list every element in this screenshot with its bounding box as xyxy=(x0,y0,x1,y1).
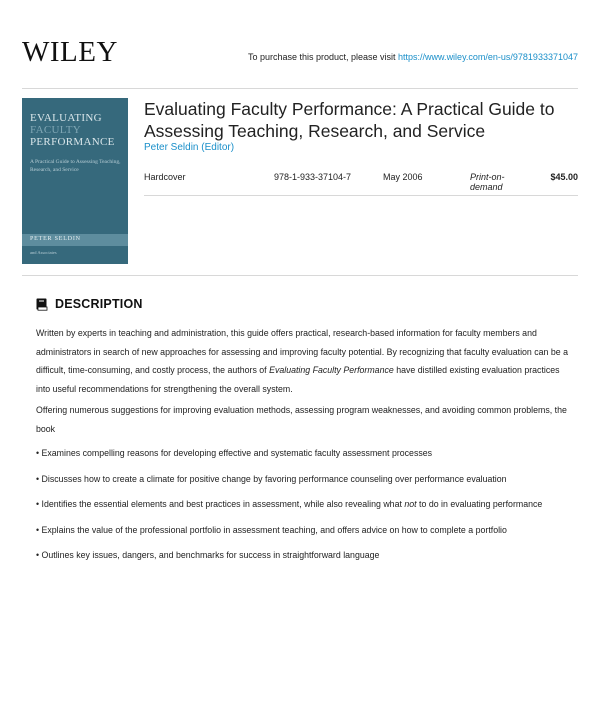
description-body xyxy=(36,324,576,572)
description-p1-text-end: have distilled existing evaluation practices into useful recommendations for strengthening the overall system. xyxy=(36,365,560,394)
description-bullet-list xyxy=(36,444,576,565)
cover-author: PETER SELDIN xyxy=(30,236,81,242)
format-label: Hardcover xyxy=(144,172,186,182)
product-info-row xyxy=(144,172,578,194)
cover-title-line1: EVALUATING xyxy=(30,112,102,124)
book-editor-link[interactable]: Peter Seldin (Editor) xyxy=(144,142,235,153)
description-paragraph-1 xyxy=(36,324,576,398)
availability-status: Print-on-demand xyxy=(470,172,505,192)
purchase-notice xyxy=(248,52,578,62)
purchase-prefix: To purchase this product, please visit xyxy=(247,52,399,62)
cover-title-line2: FACULTY xyxy=(30,124,81,136)
publication-date: May 2006 xyxy=(383,172,423,182)
cover-associates: and Associates xyxy=(30,250,57,255)
header-divider xyxy=(22,88,578,89)
isbn-value: 978-1-933-37104-7 xyxy=(274,172,352,182)
wiley-logo: WILEY xyxy=(22,36,118,68)
bullet-emphasis: not xyxy=(404,499,417,509)
bullet-text: • Identifies the essential elements and best practices in assessment, while also revealing what xyxy=(36,499,405,509)
price-value: $45.00 xyxy=(550,172,578,182)
cover-subtitle: A Practical Guide to Assessing Teaching, Research, and Service xyxy=(30,159,121,173)
description-header xyxy=(36,297,143,311)
book-icon xyxy=(36,298,48,311)
book-cover xyxy=(22,98,128,264)
info-row-divider xyxy=(144,195,578,196)
cover-title-line3: PERFORMANCE xyxy=(30,136,115,148)
bullet-item xyxy=(36,495,576,514)
bullet-text-end: to do in evaluating performance xyxy=(416,499,543,509)
section-divider xyxy=(22,275,578,276)
description-heading: DESCRIPTION xyxy=(55,297,143,311)
description-paragraph-2: Offering numerous suggestions for improving evaluation methods, assessing program weaknesses, and avoiding common problems, the book xyxy=(36,405,567,434)
cover-title xyxy=(30,112,126,148)
description-p1-book-title: Evaluating Faculty Performance xyxy=(269,365,394,375)
bullet-item: • Outlines key issues, dangers, and benchmarks for success in straightforward language xyxy=(36,550,380,560)
book-title: Evaluating Faculty Performance: A Practical Guide to Assessing Teaching, Research, and Service xyxy=(144,99,555,141)
bullet-item: • Discusses how to create a climate for positive change by favoring performance counseling over performance evaluation xyxy=(36,473,507,484)
bullet-item: • Examines compelling reasons for developing effective and systematic faculty assessment processes xyxy=(36,448,433,458)
bullet-item: • Explains the value of the professional portfolio in assessment teaching, and offers advice on how to complete a portfolio xyxy=(36,524,507,535)
description-p1-text: Written by experts in teaching and administration, this guide offers practical, research-based information for faculty members and administrators in search of new approaches for assessing and improving faculty potential. By recognizing that faculty evaluation can be a difficult, time-consuming, and costly process, the authors of xyxy=(36,328,569,375)
purchase-link[interactable]: https://www.wiley.com/en-us/9781933371047 xyxy=(398,52,578,62)
